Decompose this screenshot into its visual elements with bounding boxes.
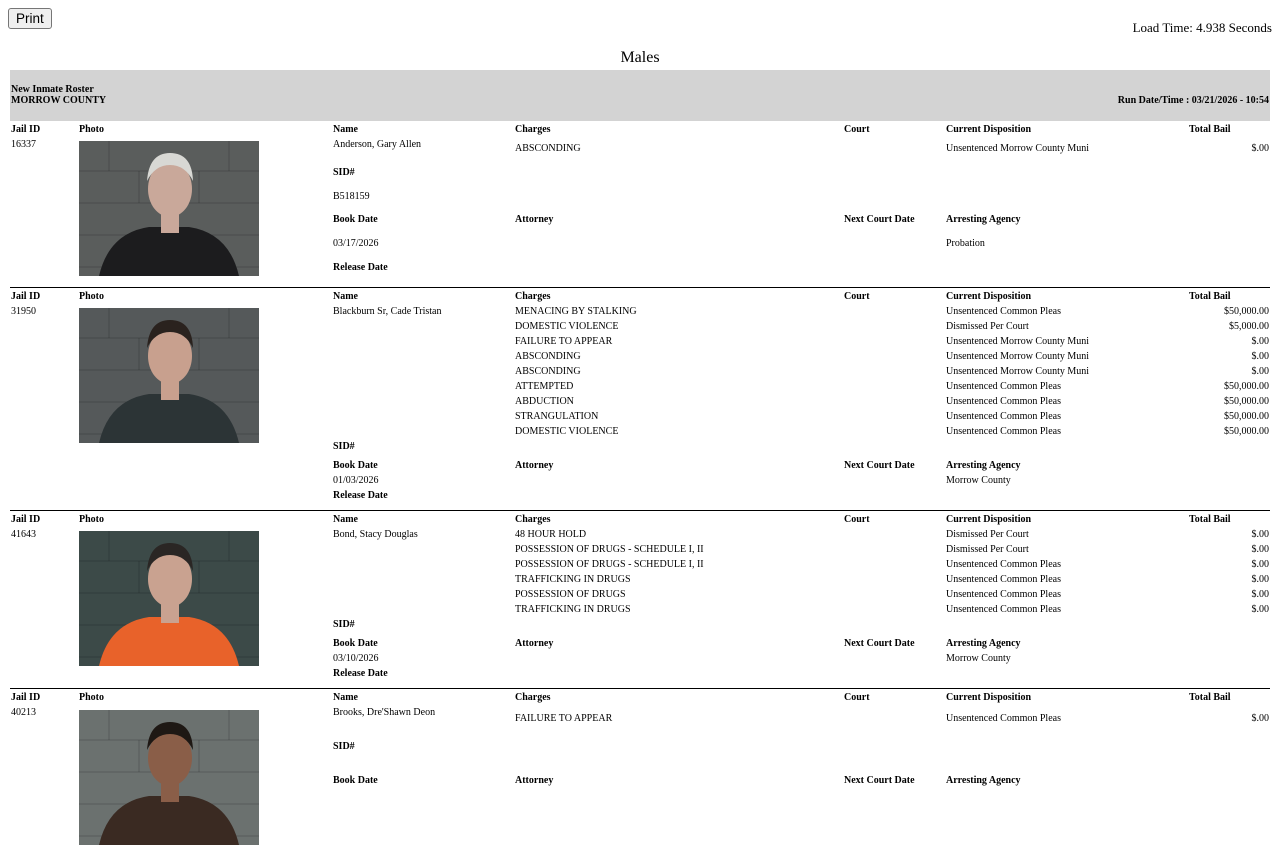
book-date-label: Book Date <box>333 460 378 471</box>
bail-item: $50,000.00 <box>1224 426 1269 437</box>
charge-item: ABDUCTION <box>515 396 574 407</box>
section-title: Males <box>620 49 660 66</box>
charges-list <box>515 713 612 728</box>
bail-item: $50,000.00 <box>1224 306 1269 317</box>
arresting-agency-label: Arresting Agency <box>946 638 1021 649</box>
total-bail-label: Total Bail <box>1189 124 1231 135</box>
bail-item: $.00 <box>1251 544 1269 555</box>
charge-item: MENACING BY STALKING <box>515 306 637 317</box>
charge-item: FAILURE TO APPEAR <box>515 336 613 347</box>
inmate-record <box>10 122 1270 287</box>
sid-label: SID# <box>333 441 355 452</box>
bail-item: $.00 <box>1251 713 1269 724</box>
sid-value: B518159 <box>333 191 370 202</box>
disposition-item: Unsentenced Common Pleas <box>946 426 1061 437</box>
charge-item: FAILURE TO APPEAR <box>515 713 613 724</box>
disposition-item: Unsentenced Common Pleas <box>946 559 1061 570</box>
arresting-agency-label: Arresting Agency <box>946 775 1021 786</box>
jail-id-value: 40213 <box>11 707 36 718</box>
inmate-photo <box>79 308 259 443</box>
attorney-label: Attorney <box>515 460 554 471</box>
book-date-value: 03/17/2026 <box>333 238 379 249</box>
inmate-name: Brooks, Dre'Shawn Deon <box>333 707 436 718</box>
photo-label: Photo <box>79 514 104 525</box>
jail-id-value: 16337 <box>11 139 36 150</box>
book-date-label: Book Date <box>333 214 378 225</box>
name-label: Name <box>333 692 358 703</box>
charge-item: ABSCONDING <box>515 143 581 154</box>
next-court-date-label: Next Court Date <box>844 214 915 225</box>
charge-item: DOMESTIC VIOLENCE <box>515 426 619 437</box>
inmate-record <box>10 510 1270 688</box>
inmate-photo <box>79 531 259 666</box>
disposition-item: Unsentenced Morrow County Muni <box>946 366 1090 377</box>
photo-label: Photo <box>79 124 104 135</box>
arresting-agency-value: Morrow County <box>946 475 1011 486</box>
bail-item: $.00 <box>1251 589 1269 600</box>
attorney-label: Attorney <box>515 775 554 786</box>
bail-item: $.00 <box>1251 143 1269 154</box>
bail-item: $50,000.00 <box>1224 411 1269 422</box>
disposition-item: Unsentenced Common Pleas <box>946 574 1061 585</box>
charge-item: DOMESTIC VIOLENCE <box>515 321 619 332</box>
bail-item: $.00 <box>1251 529 1269 540</box>
county-name: MORROW COUNTY <box>11 95 107 106</box>
charges-label: Charges <box>515 692 551 703</box>
jail-id-value: 41643 <box>11 529 36 540</box>
book-date-value: 03/10/2026 <box>333 653 379 664</box>
disposition-label: Current Disposition <box>946 514 1032 525</box>
bail-item: $.00 <box>1251 604 1269 615</box>
book-date-label: Book Date <box>333 638 378 649</box>
disposition-list <box>946 713 1061 728</box>
disposition-item: Unsentenced Common Pleas <box>946 306 1061 317</box>
disposition-item: Dismissed Per Court <box>946 544 1029 555</box>
disposition-list <box>946 306 1089 441</box>
bail-list <box>1149 306 1269 441</box>
court-label: Court <box>844 291 870 302</box>
bail-item: $.00 <box>1251 366 1269 377</box>
inmate-photo <box>79 141 259 276</box>
bail-item: $5,000.00 <box>1229 321 1269 332</box>
bail-item: $.00 <box>1251 574 1269 585</box>
disposition-label: Current Disposition <box>946 124 1032 135</box>
court-label: Court <box>844 514 870 525</box>
bail-list <box>1149 529 1269 619</box>
jail-id-value: 31950 <box>11 306 36 317</box>
bail-item: $.00 <box>1251 351 1269 362</box>
arresting-agency-label: Arresting Agency <box>946 460 1021 471</box>
report-title: New Inmate Roster <box>11 84 94 95</box>
bail-item: $50,000.00 <box>1224 396 1269 407</box>
disposition-label: Current Disposition <box>946 692 1032 703</box>
total-bail-label: Total Bail <box>1189 692 1231 703</box>
report-banner <box>10 70 1270 121</box>
charge-item: POSSESSION OF DRUGS - SCHEDULE I, II <box>515 544 704 555</box>
jail-id-label: Jail ID <box>11 514 41 525</box>
inmate-record <box>10 688 1270 829</box>
disposition-item: Unsentenced Common Pleas <box>946 589 1061 600</box>
photo-label: Photo <box>79 692 104 703</box>
jail-id-label: Jail ID <box>11 291 41 302</box>
charge-item: ABSCONDING <box>515 351 581 362</box>
disposition-item: Unsentenced Common Pleas <box>946 381 1061 392</box>
disposition-item: Unsentenced Morrow County Muni <box>946 336 1090 347</box>
arresting-agency-value: Morrow County <box>946 653 1011 664</box>
disposition-item: Unsentenced Common Pleas <box>946 604 1061 615</box>
charge-item: 48 HOUR HOLD <box>515 529 587 540</box>
disposition-item: Unsentenced Common Pleas <box>946 713 1061 724</box>
book-date-label: Book Date <box>333 775 378 786</box>
charge-item: POSSESSION OF DRUGS <box>515 589 626 600</box>
name-label: Name <box>333 514 358 525</box>
run-datetime: Run Date/Time : 03/21/2026 - 10:54 <box>1117 95 1269 106</box>
charge-item: POSSESSION OF DRUGS - SCHEDULE I, II <box>515 559 704 570</box>
disposition-item: Unsentenced Morrow County Muni <box>946 143 1090 154</box>
total-bail-label: Total Bail <box>1189 514 1231 525</box>
photo-label: Photo <box>79 291 104 302</box>
inmate-name: Bond, Stacy Douglas <box>333 529 418 540</box>
print-button[interactable]: Print <box>8 8 52 29</box>
load-time: Load Time: 4.938 Seconds <box>1132 20 1272 35</box>
next-court-date-label: Next Court Date <box>844 460 915 471</box>
release-date-label: Release Date <box>333 668 388 679</box>
charges-list <box>515 529 704 619</box>
name-label: Name <box>333 291 358 302</box>
next-court-date-label: Next Court Date <box>844 638 915 649</box>
jail-id-label: Jail ID <box>11 692 41 703</box>
disposition-list <box>946 143 1089 158</box>
charge-item: STRANGULATION <box>515 411 599 422</box>
inmate-photo <box>79 710 259 845</box>
disposition-list <box>946 529 1061 619</box>
charge-item: TRAFFICKING IN DRUGS <box>515 574 631 585</box>
charge-item: ATTEMPTED <box>515 381 574 392</box>
court-label: Court <box>844 124 870 135</box>
disposition-item: Unsentenced Common Pleas <box>946 396 1061 407</box>
attorney-label: Attorney <box>515 214 554 225</box>
court-label: Court <box>844 692 870 703</box>
bail-item: $.00 <box>1251 336 1269 347</box>
sid-label: SID# <box>333 741 355 752</box>
charges-list <box>515 306 637 441</box>
bail-list <box>1149 143 1269 158</box>
disposition-item: Unsentenced Common Pleas <box>946 411 1061 422</box>
inmate-record <box>10 287 1270 510</box>
disposition-item: Dismissed Per Court <box>946 529 1029 540</box>
charges-list <box>515 143 581 158</box>
charges-label: Charges <box>515 291 551 302</box>
arresting-agency-value: Probation <box>946 238 985 249</box>
bail-item: $50,000.00 <box>1224 381 1269 392</box>
charge-item: ABSCONDING <box>515 366 581 377</box>
release-date-label: Release Date <box>333 262 388 273</box>
disposition-item: Unsentenced Morrow County Muni <box>946 351 1090 362</box>
bail-list <box>1149 713 1269 728</box>
release-date-label: Release Date <box>333 490 388 501</box>
inmate-name: Blackburn Sr, Cade Tristan <box>333 306 442 317</box>
charges-label: Charges <box>515 514 551 525</box>
sid-label: SID# <box>333 167 355 178</box>
attorney-label: Attorney <box>515 638 554 649</box>
book-date-value: 01/03/2026 <box>333 475 379 486</box>
charges-label: Charges <box>515 124 551 135</box>
disposition-label: Current Disposition <box>946 291 1032 302</box>
next-court-date-label: Next Court Date <box>844 775 915 786</box>
disposition-item: Dismissed Per Court <box>946 321 1029 332</box>
sid-label: SID# <box>333 619 355 630</box>
bail-item: $.00 <box>1251 559 1269 570</box>
charge-item: TRAFFICKING IN DRUGS <box>515 604 631 615</box>
name-label: Name <box>333 124 358 135</box>
arresting-agency-label: Arresting Agency <box>946 214 1021 225</box>
inmate-name: Anderson, Gary Allen <box>333 139 422 150</box>
jail-id-label: Jail ID <box>11 124 41 135</box>
total-bail-label: Total Bail <box>1189 291 1231 302</box>
